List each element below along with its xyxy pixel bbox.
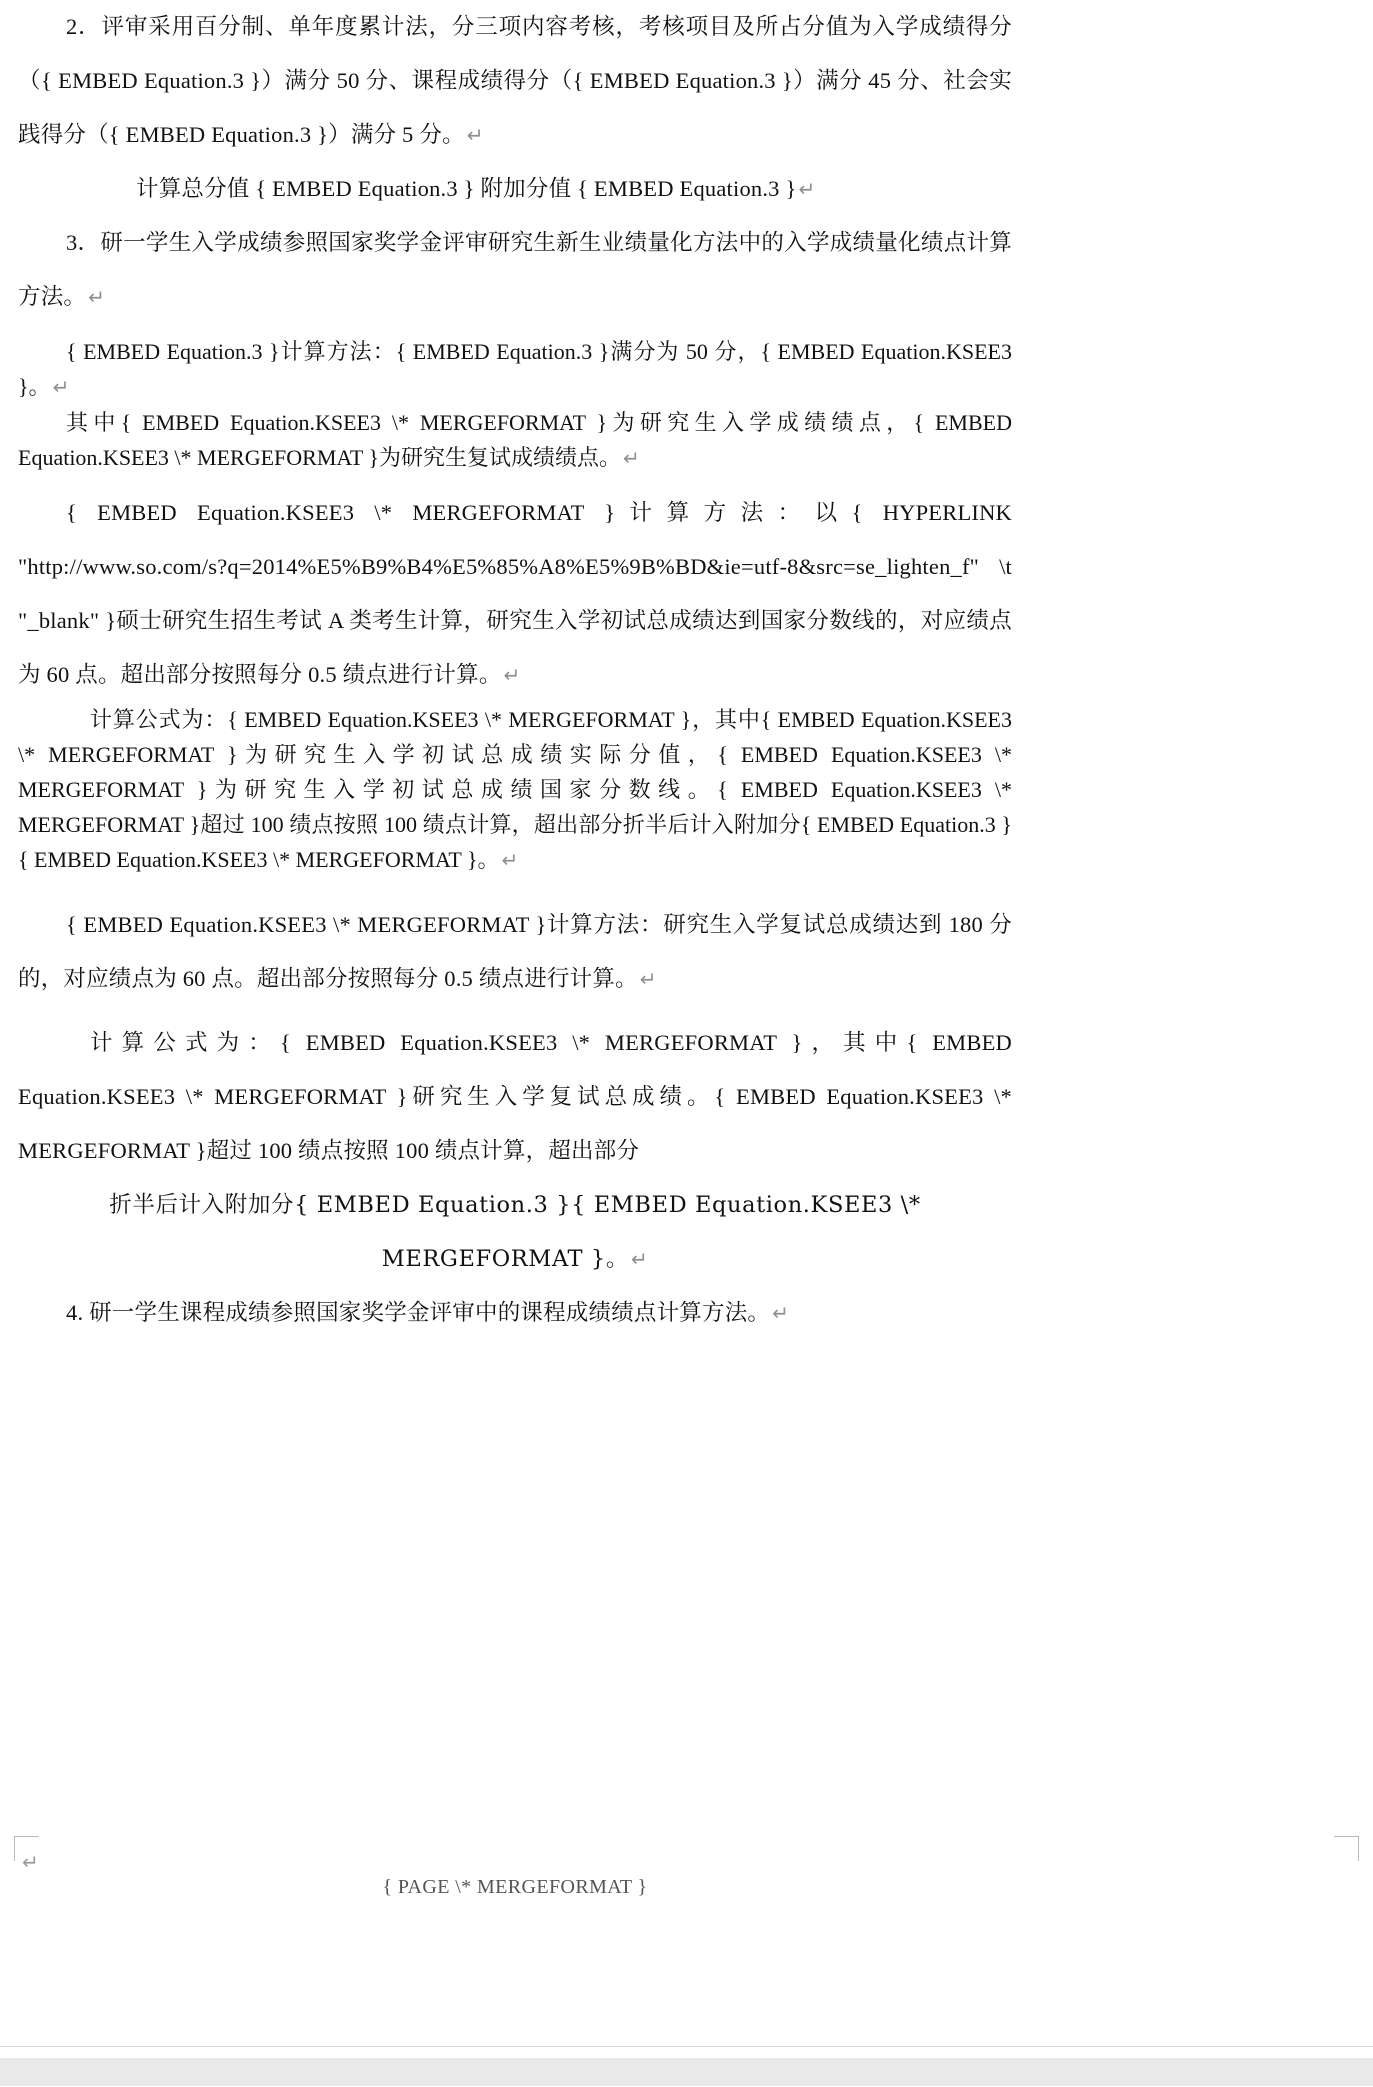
paragraph-item-2 — [0, 0, 1030, 162]
paragraph-hyperlink — [0, 486, 1030, 702]
paragraph-fushi-method — [0, 898, 1030, 1006]
paragraph-qizhong — [0, 405, 1030, 476]
paragraph-formula-1 — [0, 702, 1030, 878]
paragraph-item-4 — [0, 1286, 1030, 1340]
paragraph-item-3 — [0, 216, 1030, 324]
paragraph-formula-2-tail — [0, 1178, 1030, 1286]
pilcrow-icon: ↵ — [88, 285, 106, 309]
pilcrow-icon: ↵ — [503, 663, 521, 687]
paragraph-text: 4. 研一学生课程成绩参照国家奖学金评审中的课程成绩绩点计算方法。 — [66, 1300, 771, 1325]
paragraph-total-score — [0, 162, 1030, 216]
paragraph-spacer — [0, 324, 1030, 334]
paragraph-text: 折半后计入附加分{ EMBED Equation.3 }{ EMBED Equation.KSEE3 \* MERGEFORMAT }。 — [109, 1192, 921, 1272]
paragraph-text: { EMBED Equation.3 }计算方法：{ EMBED Equation.3 }满分为 50 分，{ EMBED Equation.KSEE3 }。 — [18, 339, 1012, 399]
paragraph-calc-method-1 — [0, 334, 1030, 405]
pilcrow-icon — [639, 1139, 641, 1163]
pilcrow-icon: ↵ — [622, 446, 640, 470]
crop-mark-right-icon — [1334, 1836, 1359, 1861]
footer-pilcrow-icon: ↵ — [22, 1850, 39, 1874]
footer-page-field: { PAGE \* MERGEFORMAT } — [382, 1876, 648, 1898]
paragraph-text: { EMBED Equation.KSEE3 \* MERGEFORMAT }计算方法：以{ HYPERLINK "http://www.so.com/s?q=2014%E5%B9%B4%E5%85%A8%E5%9B%BD&ie=utf-8&src=se_lighten_f" \t "_blank" }硕士研究生招生考试 A 类考生计算，研究生入学初试总成绩达到国家分数线的，对应绩点为 60 点。超出部分按照每分 0.5 绩点进行计算。 — [18, 500, 1012, 687]
pilcrow-icon: ↵ — [466, 123, 484, 147]
paragraph-text: 计算总分值 { EMBED Equation.3 } 附加分值 { EMBED Equation.3 } — [136, 176, 797, 201]
paragraph-text: 其中{ EMBED Equation.KSEE3 \* MERGEFORMAT }为研究生入学成绩绩点，{ EMBED Equation.KSEE3 \* MERGEFORMAT }为研究生复试成绩绩点。 — [18, 410, 1012, 470]
document-body — [0, 0, 1030, 1340]
page-footer — [0, 1836, 1373, 1976]
paragraph-text: { EMBED Equation.KSEE3 \* MERGEFORMAT }计算方法：研究生入学复试总成绩达到 180 分的，对应绩点为 60 点。超出部分按照每分 0.5 绩点进行计算。 — [18, 912, 1012, 991]
paragraph-spacer — [0, 1006, 1030, 1016]
paragraph-text: 2．评审采用百分制、单年度累计法，分三项内容考核，考核项目及所占分值为入学成绩得分（{ EMBED Equation.3 }）满分 50 分、课程成绩得分（{ EMBED Equation.3 }）满分 45 分、社会实践得分（{ EMBED Equation.3 }）满分 5 分。 — [18, 14, 1012, 147]
pilcrow-icon: ↵ — [630, 1247, 649, 1271]
paragraph-text: 计算公式为：{ EMBED Equation.KSEE3 \* MERGEFORMAT }，其中{ EMBED Equation.KSEE3 \* MERGEFORMAT }为研究生入学初试总成绩实际分值，{ EMBED Equation.KSEE3 \* MERGEFORMAT }为研究生入学初试总成绩国家分数线。{ EMBED Equation.KSEE3 \* MERGEFORMAT }超过 100 绩点按照 100 绩点计算，超出部分折半后计入附加分{ EMBED Equation.3 }{ EMBED Equation.KSEE3 \* MERGEFORMAT }。 — [18, 707, 1012, 872]
paragraph-text: 计算公式为：{ EMBED Equation.KSEE3 \* MERGEFORMAT }，其中{ EMBED Equation.KSEE3 \* MERGEFORMAT }研究生入学复试总成绩。{ EMBED Equation.KSEE3 \* MERGEFORMAT }超过 100 绩点按照 100 绩点计算，超出部分 — [18, 1030, 1012, 1163]
pilcrow-icon: ↵ — [639, 967, 657, 991]
page-edge-shadow — [0, 2058, 1373, 2086]
pilcrow-icon: ↵ — [798, 177, 816, 201]
paragraph-formula-2 — [0, 1016, 1030, 1178]
paragraph-spacer — [0, 476, 1030, 486]
pilcrow-icon: ↵ — [501, 848, 519, 872]
paragraph-spacer — [0, 878, 1030, 898]
paragraph-text: 3．研一学生入学成绩参照国家奖学金评审研究生新生业绩量化方法中的入学成绩量化绩点计算方法。 — [18, 230, 1012, 309]
pilcrow-icon: ↵ — [52, 375, 70, 399]
pilcrow-icon: ↵ — [772, 1301, 790, 1325]
